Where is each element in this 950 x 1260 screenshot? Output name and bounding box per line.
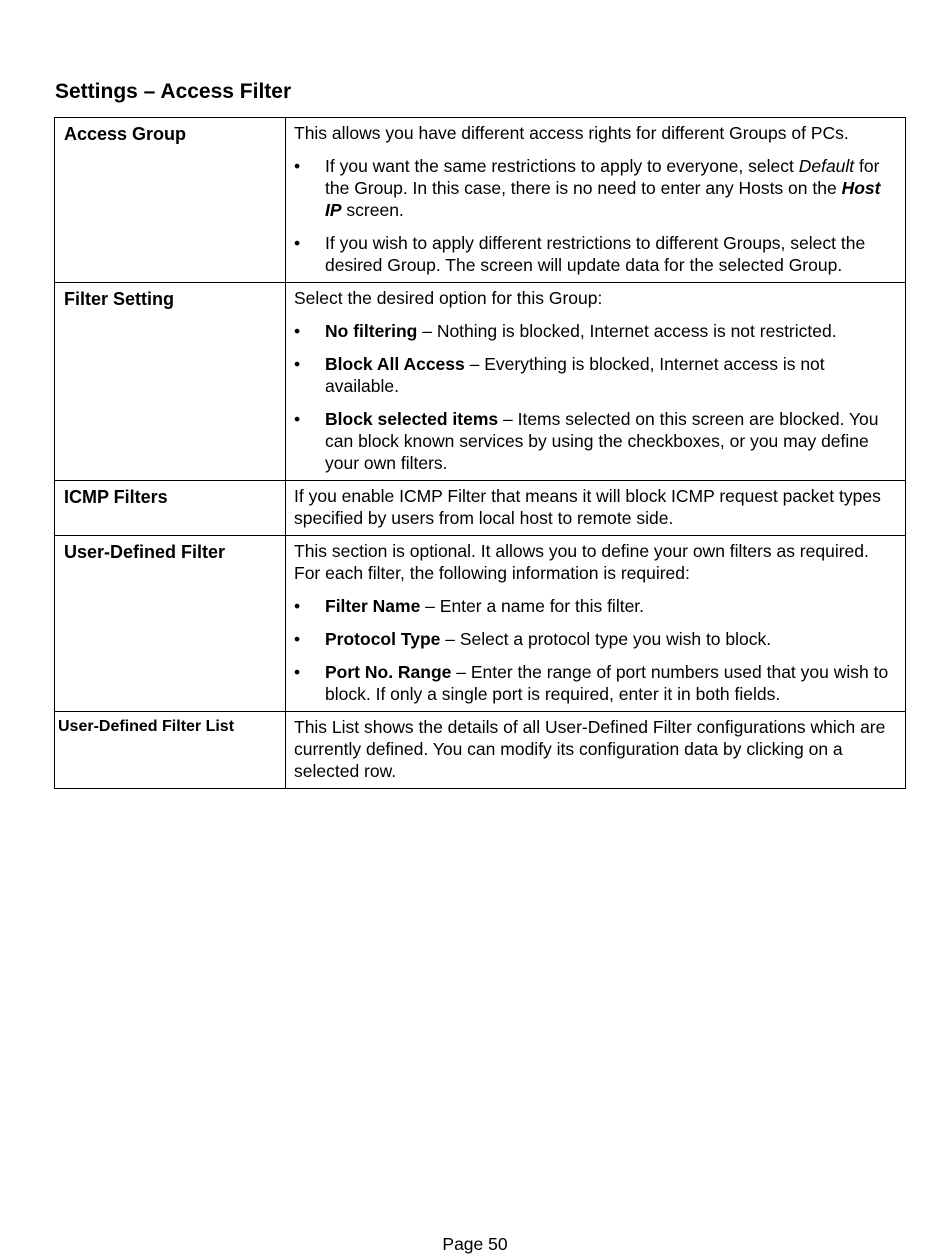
field-port-no-range: Port No. Range [325,662,452,682]
term-icmp-filters: ICMP Filters [55,481,286,536]
table-row-icmp-filters [55,481,906,536]
table-row-filter-setting [55,283,906,481]
bullet-text: for the Group. In this case, there is no need to enter any Hosts on the [325,156,880,198]
bullet-list [294,595,899,705]
host-ip-term: Host IP [325,178,881,220]
bullet-item [294,408,899,474]
term-filter-setting: Filter Setting [55,283,286,481]
access-filter-table [54,117,906,789]
bullet-list [294,155,899,276]
bullet-item [294,155,899,221]
table-row-access-group [55,118,906,283]
description-access-group [286,118,906,283]
bullet-text: If you wish to apply different restrictions to different Groups, select the desired Group. The screen will update data for the selected Group. [325,233,866,275]
bullet-item [294,232,899,276]
bullet-item [294,320,899,342]
term-user-defined-filter: User-Defined Filter [55,536,286,712]
bullet-item [294,595,899,617]
bullet-text: If you want the same restrictions to apply to everyone, select [325,156,799,176]
description-filter-setting [286,283,906,481]
description-intro: This allows you have different access rights for different Groups of PCs. [294,123,849,143]
term-user-defined-filter-list: User-Defined Filter List [55,712,286,789]
description-user-defined-filter-list [286,712,906,789]
bullet-text: – Nothing is blocked, Internet access is not restricted. [417,321,837,341]
option-no-filtering: No filtering [325,321,418,341]
description-intro: This List shows the details of all User-Defined Filter configurations which are currently defined. You can modify its configuration data by clicking on a selected row. [294,717,886,781]
description-user-defined-filter [286,536,906,712]
page-number: Page 50 [442,1234,508,1254]
description-intro: This section is optional. It allows you to define your own filters as required. For each filter, the following information is required: [294,541,869,583]
table-row-user-defined-filter-list [55,712,906,789]
bullet-text: – Items selected on this screen are blocked. You can block known services by using the checkboxes, or you may define your own filters. [325,409,879,473]
default-term: Default [798,156,855,176]
bullet-text: – Enter a name for this filter. [420,596,645,616]
field-protocol-type: Protocol Type [325,629,441,649]
page-title: Settings – Access Filter [55,80,292,103]
bullet-text: – Select a protocol type you wish to block. [440,629,772,649]
field-filter-name: Filter Name [325,596,421,616]
bullet-text: – Enter the range of port numbers used that you wish to block. If only a single port is required, enter it in both fields. [325,662,889,704]
bullet-item [294,661,899,705]
bullet-text: screen. [341,200,404,220]
bullet-item [294,628,899,650]
table-row-user-defined-filter [55,536,906,712]
bullet-list [294,320,899,474]
option-block-all-access: Block All Access [325,354,465,374]
description-intro: If you enable ICMP Filter that means it will block ICMP request packet types specified by users from local host to remote side. [294,486,881,528]
description-icmp-filters [286,481,906,536]
description-intro: Select the desired option for this Group: [294,288,603,308]
bullet-item [294,353,899,397]
bullet-text: – Everything is blocked, Internet access is not available. [325,354,825,396]
option-block-selected-items: Block selected items [325,409,499,429]
term-access-group: Access Group [55,118,286,283]
